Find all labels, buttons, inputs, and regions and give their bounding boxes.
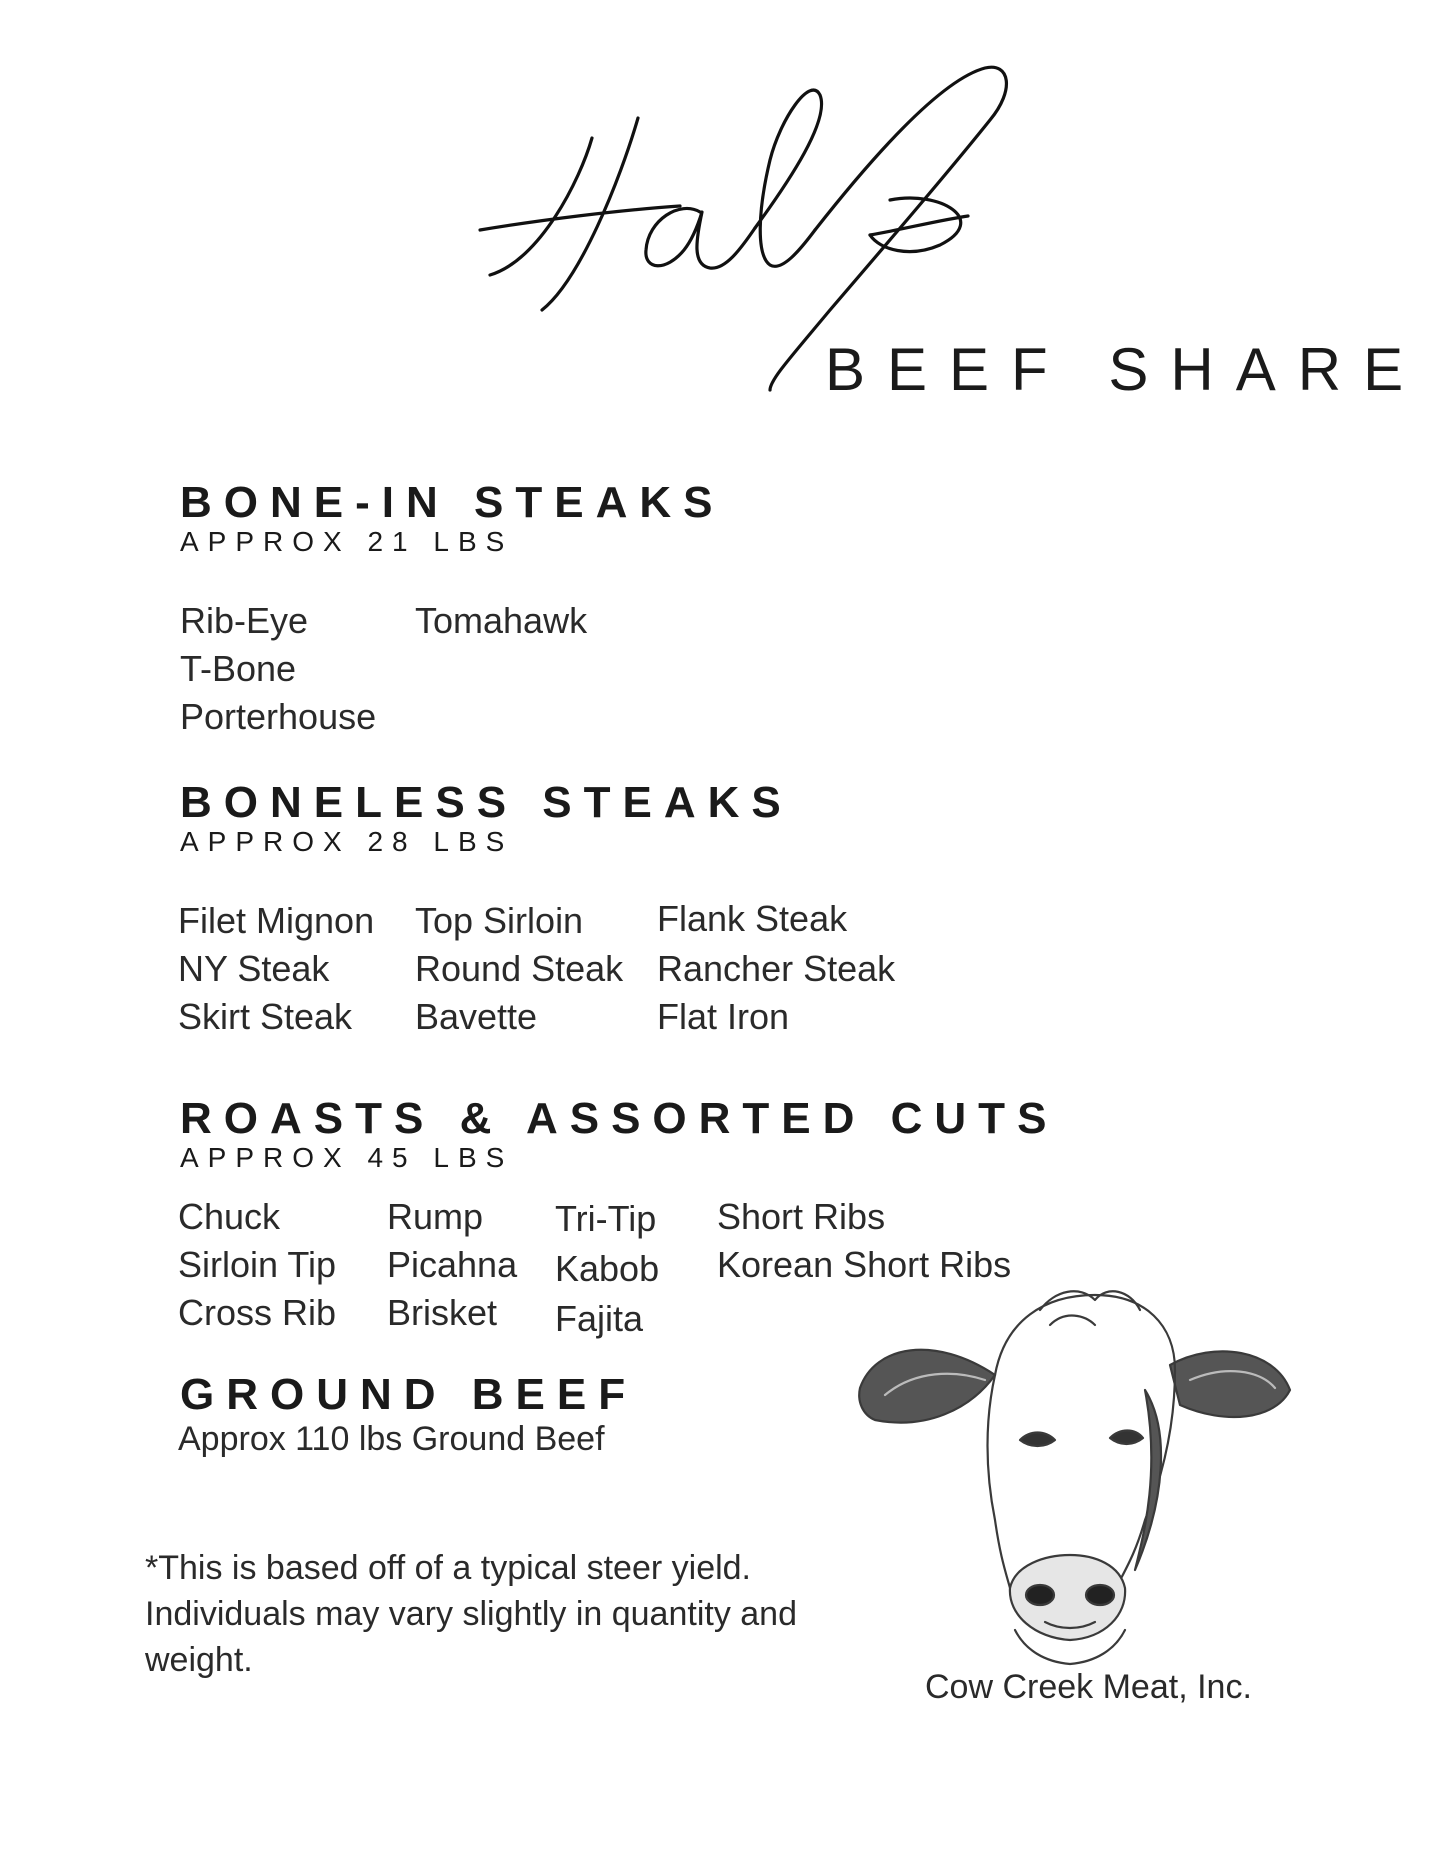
section-heading-boneless: BONELESS STEAKS bbox=[180, 778, 793, 827]
list-item: Porterhouse bbox=[180, 696, 377, 737]
list-item: Top Sirloin bbox=[415, 900, 584, 941]
list-item: Flat Iron bbox=[657, 996, 790, 1037]
section-approx-boneless: APPROX 28 LBS bbox=[180, 826, 514, 857]
section-heading-bone-in: BONE-IN STEAKS bbox=[180, 478, 725, 527]
list-item: Flank Steak bbox=[657, 898, 848, 939]
list-item: Brisket bbox=[387, 1292, 498, 1333]
list-item: Fajita bbox=[555, 1298, 644, 1339]
list-item: Skirt Steak bbox=[178, 996, 353, 1037]
page-subtitle: BEEF SHARE bbox=[825, 336, 1426, 403]
list-item: Korean Short Ribs bbox=[717, 1244, 1012, 1285]
list-item: NY Steak bbox=[178, 948, 330, 989]
section-heading-roasts: ROASTS & ASSORTED CUTS bbox=[180, 1094, 1059, 1143]
list-item: Rump bbox=[387, 1196, 484, 1237]
footnote: *This is based off of a typical steer yield. Individuals may vary slightly in quantity and weight. bbox=[145, 1549, 797, 1679]
section-approx-ground-beef: Approx 110 lbs Ground Beef bbox=[178, 1420, 605, 1458]
list-item: Chuck bbox=[178, 1196, 281, 1237]
list-item: Rancher Steak bbox=[657, 948, 896, 989]
list-item: Sirloin Tip bbox=[178, 1244, 337, 1285]
list-item: Bavette bbox=[415, 996, 538, 1037]
section-heading-ground-beef: GROUND BEEF bbox=[180, 1370, 638, 1419]
list-item: Tomahawk bbox=[415, 600, 588, 641]
list-item: T-Bone bbox=[180, 648, 297, 689]
list-item: Tri-Tip bbox=[555, 1198, 657, 1239]
list-item: Cross Rib bbox=[178, 1292, 337, 1333]
list-item: Rib-Eye bbox=[180, 600, 309, 641]
list-item: Round Steak bbox=[415, 948, 624, 989]
list-item: Picahna bbox=[387, 1244, 518, 1285]
cow-head-icon bbox=[845, 1270, 1305, 1670]
section-approx-roasts: APPROX 45 LBS bbox=[180, 1142, 514, 1173]
list-item: Filet Mignon bbox=[178, 900, 375, 941]
list-item: Kabob bbox=[555, 1248, 660, 1289]
section-approx-bone-in: APPROX 21 LBS bbox=[180, 526, 514, 557]
list-item: Short Ribs bbox=[717, 1196, 886, 1237]
company-name: Cow Creek Meat, Inc. bbox=[925, 1668, 1252, 1706]
